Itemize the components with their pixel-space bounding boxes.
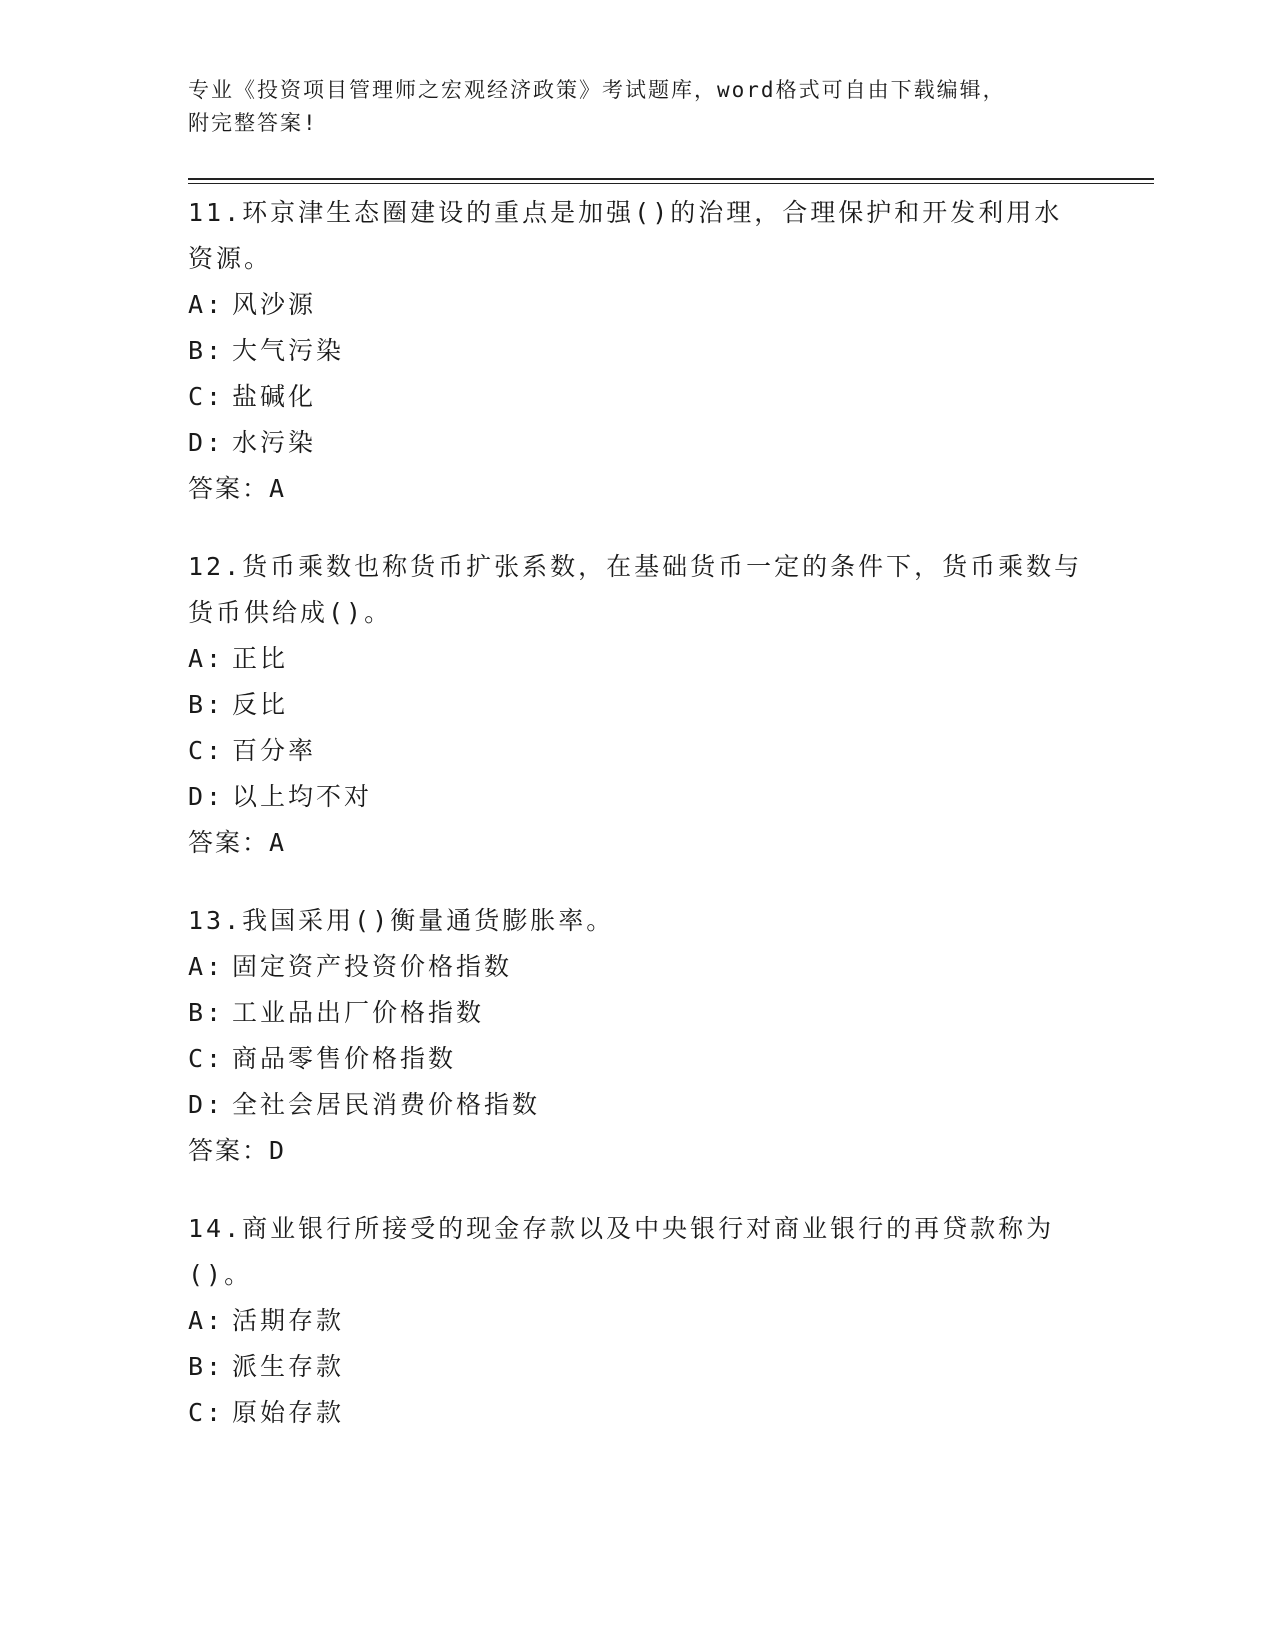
option-key: A:	[188, 1306, 225, 1335]
option-text: 活期存款	[232, 1306, 345, 1335]
option-c	[188, 374, 1088, 420]
question-text: 13.我国采用()衡量通货膨胀率。	[188, 906, 615, 935]
option-b	[188, 990, 1088, 1036]
question-text: 12.货币乘数也称货币扩张系数，在基础货币一定的条件下，货币乘数与货币供给成()。	[188, 552, 1083, 627]
answer-line: 答案：A	[188, 474, 287, 503]
option-b	[188, 1344, 1088, 1390]
question-text: 11.环京津生态圈建设的重点是加强()的治理，合理保护和开发利用水资源。	[188, 198, 1063, 273]
option-b	[188, 682, 1088, 728]
option-key: B:	[188, 690, 225, 719]
option-text: 以上均不对	[232, 782, 373, 811]
header-divider-thin	[188, 183, 1154, 184]
option-c	[188, 1036, 1088, 1082]
option-c	[188, 1390, 1088, 1436]
option-d	[188, 1082, 1088, 1128]
option-key: D:	[188, 428, 225, 457]
option-key: A:	[188, 290, 225, 319]
question-11	[188, 190, 1088, 512]
option-key: A:	[188, 644, 225, 673]
option-b	[188, 328, 1088, 374]
option-key: D:	[188, 782, 225, 811]
answer-line: 答案：D	[188, 1136, 287, 1165]
header-line-2: 附完整答案!	[188, 111, 318, 135]
option-a	[188, 282, 1088, 328]
option-c	[188, 728, 1088, 774]
option-d	[188, 774, 1088, 820]
option-text: 百分率	[232, 736, 317, 765]
option-text: 派生存款	[232, 1352, 345, 1381]
option-key: D:	[188, 1090, 225, 1119]
question-13	[188, 898, 1088, 1174]
option-text: 全社会居民消费价格指数	[232, 1090, 541, 1119]
option-text: 反比	[232, 690, 289, 719]
question-list	[188, 190, 1088, 1468]
header-line-1: 专业《投资项目管理师之宏观经济政策》考试题库，word格式可自由下载编辑，	[188, 78, 1006, 102]
option-text: 工业品出厂价格指数	[232, 998, 485, 1027]
option-key: A:	[188, 952, 225, 981]
option-text: 商品零售价格指数	[232, 1044, 457, 1073]
option-text: 风沙源	[232, 290, 317, 319]
option-text: 盐碱化	[232, 382, 317, 411]
option-d	[188, 420, 1088, 466]
answer-line: 答案：A	[188, 828, 287, 857]
option-text: 正比	[232, 644, 289, 673]
option-key: B:	[188, 336, 225, 365]
option-key: C:	[188, 382, 225, 411]
option-key: C:	[188, 736, 225, 765]
option-text: 固定资产投资价格指数	[232, 952, 513, 981]
option-key: C:	[188, 1044, 225, 1073]
header-divider-thick	[188, 178, 1154, 180]
question-text: 14.商业银行所接受的现金存款以及中央银行对商业银行的再贷款称为()。	[188, 1214, 1055, 1289]
option-a	[188, 944, 1088, 990]
option-key: B:	[188, 1352, 225, 1381]
question-12	[188, 544, 1088, 866]
option-a	[188, 636, 1088, 682]
option-key: C:	[188, 1398, 225, 1427]
option-text: 水污染	[232, 428, 317, 457]
option-key: B:	[188, 998, 225, 1027]
document-header	[188, 74, 1068, 140]
option-text: 大气污染	[232, 336, 345, 365]
option-text: 原始存款	[232, 1398, 345, 1427]
question-14	[188, 1206, 1088, 1436]
option-a	[188, 1298, 1088, 1344]
